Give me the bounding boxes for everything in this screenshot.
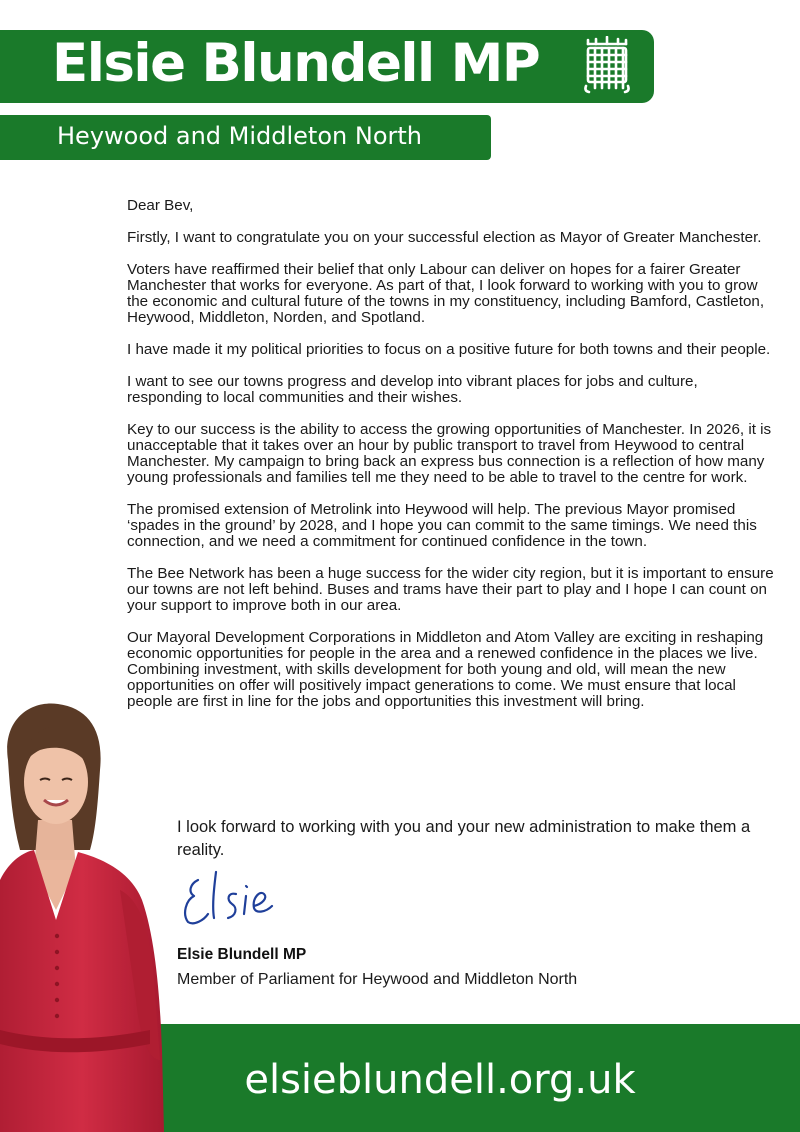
letter-paragraph: I want to see our towns progress and develop into vibrant places for jobs and culture, responding to local communities and their wishes. [127, 373, 698, 406]
constituency-title: Heywood and Middleton North [57, 122, 422, 150]
letter-paragraph: I have made it my political priorities to focus on a positive future for both towns and their people. [127, 341, 771, 358]
letter-paragraph: Key to our success is the ability to access the growing opportunities of Manchester. In 2026, it is unacceptable that it takes over an hour by public transport to travel from Heywood to central Manchester. My campaign to bring back an express bus connection is a reflection of how many young professionals and families tell me they need to be able to travel to the centre for work. [127, 421, 772, 486]
letter-paragraph: Our Mayoral Development Corporations in Middleton and Atom Valley are exciting in reshaping economic opportunities for people in the area and a renewed confidence in the places we live. Combining investment, with skills development for both young and old, will mean the new opportunities on offer will positively impact generations to come. We must ensure that local people are first in line for the jobs and opportunities this investment will bring. [127, 629, 764, 710]
closing-line: I look forward to working with you and your new administration to make them a reality. [177, 818, 751, 859]
signer-name: Elsie Blundell MP [177, 946, 307, 963]
letter-paragraph: The promised extension of Metrolink into Heywood will help. The previous Mayor promised ‘spades in the ground’ by 2028, and I hope you can commit to the same timings. We need this connection, and we need a commitment for continued confidence in the town. [127, 501, 757, 550]
letter-body [127, 198, 775, 726]
letter-paragraph: Voters have reaffirmed their belief that only Labour can deliver on hopes for a fairer Greater Manchester that works for everyone. As part of that, I look forward to working with you to grow the economic and cultural future of the towns in my constituency, including Bamford, Castleton, Heywood, Middleton, Norden, and Spotland. [127, 261, 765, 326]
letter-paragraph: The Bee Network has been a huge success for the wider city region, but it is important to ensure our towns are not left behind. Buses and trams have their part to play and I hope I can count on your support to improve both in our area. [127, 565, 774, 614]
mp-name-title: Elsie Blundell MP [52, 33, 540, 94]
handwritten-signature [178, 862, 283, 932]
mp-portrait-photo [0, 700, 170, 1132]
letter-paragraph: Firstly, I want to congratulate you on your successful election as Mayor of Greater Manchester. [127, 229, 762, 246]
website-link[interactable]: elsieblundell.org.uk [244, 1057, 636, 1103]
salutation: Dear Bev, [127, 197, 194, 214]
signer-role: Member of Parliament for Heywood and Middleton North [177, 971, 578, 988]
portcullis-icon [582, 36, 632, 94]
